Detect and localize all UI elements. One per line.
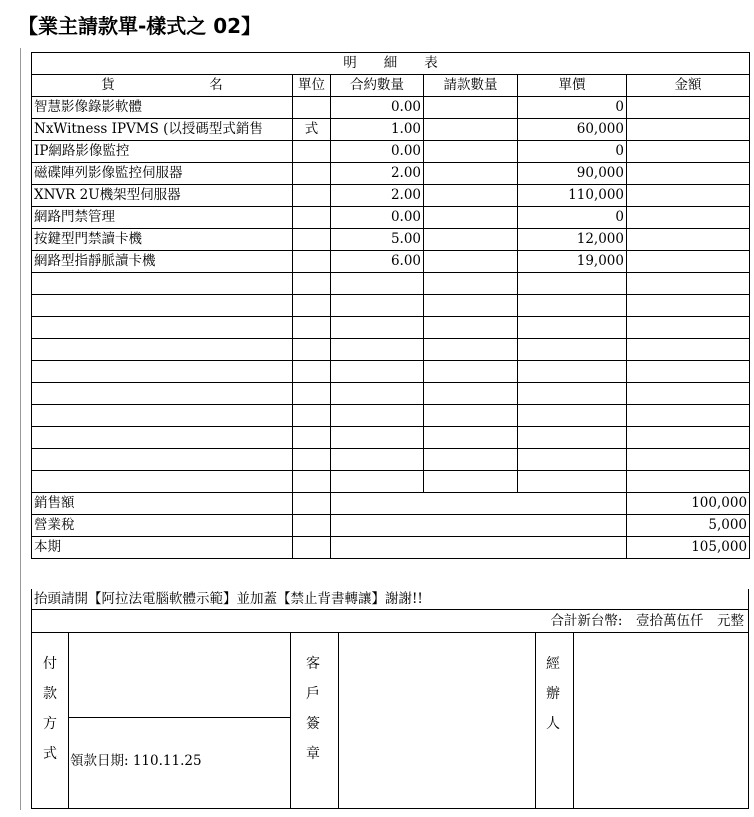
cell-amount	[627, 295, 750, 317]
cell-request-qty	[424, 119, 518, 141]
summary-blank	[331, 493, 627, 515]
cell-amount	[627, 273, 750, 295]
cell-contract-qty: 5.00	[331, 229, 424, 251]
cell-item	[32, 317, 293, 339]
cell-unit-price: 110,000	[518, 185, 627, 207]
cell-item: XNVR 2U機架型伺服器	[32, 185, 293, 207]
cell-unit-price: 12,000	[518, 229, 627, 251]
cell-unit-price: 90,000	[518, 163, 627, 185]
cell-item: 智慧影像錄影軟體	[32, 97, 293, 119]
margin-rule	[20, 48, 21, 810]
cell-unit	[293, 471, 331, 493]
cell-unit	[293, 427, 331, 449]
table-row	[32, 185, 750, 207]
cell-request-qty	[424, 251, 518, 273]
cell-amount	[627, 141, 750, 163]
cell-request-qty	[424, 427, 518, 449]
summary-blank	[293, 515, 331, 537]
cell-unit	[293, 317, 331, 339]
cell-request-qty	[424, 471, 518, 493]
cell-item: 磁碟陣列影像監控伺服器	[32, 163, 293, 185]
summary-value: 100,000	[627, 493, 750, 515]
table-row	[32, 97, 750, 119]
cell-contract-qty	[331, 471, 424, 493]
cell-request-qty	[424, 383, 518, 405]
cell-amount	[627, 383, 750, 405]
cell-amount	[627, 339, 750, 361]
cell-unit	[293, 383, 331, 405]
cell-unit-price	[518, 361, 627, 383]
cell-contract-qty: 0.00	[331, 141, 424, 163]
summary-blank	[331, 515, 627, 537]
cell-request-qty	[424, 317, 518, 339]
col-amount: 金額	[627, 75, 750, 97]
payment-notice: 抬頭請開【阿拉法電腦軟體示範】並加蓋【禁止背書轉讓】謝謝!!	[31, 589, 749, 610]
cell-unit	[293, 361, 331, 383]
cell-amount	[627, 119, 750, 141]
summary-value: 105,000	[627, 537, 750, 559]
cell-contract-qty	[331, 449, 424, 471]
cell-request-qty	[424, 163, 518, 185]
summary-label: 營業稅	[32, 515, 293, 537]
cell-request-qty	[424, 207, 518, 229]
cell-unit	[293, 295, 331, 317]
cell-request-qty	[424, 97, 518, 119]
cell-unit-price: 0	[518, 141, 627, 163]
table-row-empty	[32, 361, 750, 383]
cell-amount	[627, 405, 750, 427]
cell-amount	[627, 229, 750, 251]
cell-amount	[627, 163, 750, 185]
cell-unit-price: 60,000	[518, 119, 627, 141]
cell-request-qty	[424, 229, 518, 251]
cell-unit	[293, 273, 331, 295]
summary-row	[32, 493, 750, 515]
cell-request-qty	[424, 295, 518, 317]
cell-contract-qty	[331, 339, 424, 361]
table-row	[32, 207, 750, 229]
cell-unit	[293, 229, 331, 251]
cell-item	[32, 471, 293, 493]
customer-seal-label: 客 戶 簽 章	[306, 656, 320, 762]
summary-row	[32, 515, 750, 537]
table-row-empty	[32, 317, 750, 339]
total-in-words: 合計新台幣: 壹拾萬伍仟 元整	[31, 610, 749, 632]
cell-unit-price	[518, 427, 627, 449]
cell-item	[32, 361, 293, 383]
cell-unit-price	[518, 317, 627, 339]
cell-unit: 式	[293, 119, 331, 141]
col-unit: 單位	[293, 75, 331, 97]
cell-unit	[293, 163, 331, 185]
table-row-empty	[32, 295, 750, 317]
summary-row	[32, 537, 750, 559]
cell-amount	[627, 185, 750, 207]
col-item: 貨 名	[32, 75, 293, 97]
document-title: 【業主請款單-樣式之 02】	[18, 14, 262, 38]
cell-unit-price	[518, 471, 627, 493]
cell-contract-qty	[331, 361, 424, 383]
cell-request-qty	[424, 339, 518, 361]
cell-amount	[627, 361, 750, 383]
cell-item	[32, 339, 293, 361]
cell-contract-qty	[331, 405, 424, 427]
cell-unit	[293, 405, 331, 427]
cell-unit	[293, 207, 331, 229]
cell-item: 網路型指靜脈讀卡機	[32, 251, 293, 273]
cell-contract-qty: 0.00	[331, 207, 424, 229]
cell-request-qty	[424, 141, 518, 163]
cell-contract-qty	[331, 383, 424, 405]
summary-blank	[331, 537, 627, 559]
cell-unit	[293, 251, 331, 273]
cell-unit	[293, 141, 331, 163]
column-header-row	[32, 75, 750, 97]
col-request-qty: 請款數量	[424, 75, 518, 97]
cell-unit-price	[518, 295, 627, 317]
cell-request-qty	[424, 273, 518, 295]
handler-label: 經 辦 人	[546, 656, 560, 732]
cell-item	[32, 427, 293, 449]
cell-contract-qty	[331, 427, 424, 449]
cell-amount	[627, 317, 750, 339]
cell-item: 網路門禁管理	[32, 207, 293, 229]
cell-contract-qty: 6.00	[331, 251, 424, 273]
detail-table	[31, 52, 750, 559]
summary-blank	[293, 537, 331, 559]
table-row-empty	[32, 383, 750, 405]
table-row	[32, 251, 750, 273]
table-row	[32, 119, 750, 141]
payment-method-label: 付 款 方 式	[43, 656, 57, 762]
table-row-empty	[32, 273, 750, 295]
cell-contract-qty	[331, 295, 424, 317]
summary-blank	[293, 493, 331, 515]
cell-unit	[293, 185, 331, 207]
table-row	[32, 163, 750, 185]
col-contract-qty: 合約數量	[331, 75, 424, 97]
cell-request-qty	[424, 405, 518, 427]
cell-unit-price: 19,000	[518, 251, 627, 273]
cell-unit-price	[518, 405, 627, 427]
cell-item: NxWitness IPVMS (以授碼型式銷售	[32, 119, 293, 141]
cell-contract-qty: 0.00	[331, 97, 424, 119]
cell-unit-price: 0	[518, 207, 627, 229]
cell-unit-price: 0	[518, 97, 627, 119]
cell-contract-qty: 2.00	[331, 185, 424, 207]
cell-contract-qty: 1.00	[331, 119, 424, 141]
cell-request-qty	[424, 449, 518, 471]
cell-item	[32, 295, 293, 317]
signature-area	[31, 632, 749, 809]
summary-label: 銷售額	[32, 493, 293, 515]
cell-amount	[627, 97, 750, 119]
table-row-empty	[32, 405, 750, 427]
receive-date: 領款日期: 110.11.25	[70, 753, 202, 769]
table-row-empty	[32, 471, 750, 493]
cell-item	[32, 273, 293, 295]
table-row-empty	[32, 449, 750, 471]
cell-unit	[293, 97, 331, 119]
table-row-empty	[32, 339, 750, 361]
cell-amount	[627, 471, 750, 493]
cell-amount	[627, 251, 750, 273]
cell-unit	[293, 339, 331, 361]
cell-amount	[627, 449, 750, 471]
table-row	[32, 229, 750, 251]
table-title: 明 細 表	[32, 53, 750, 75]
cell-unit-price	[518, 383, 627, 405]
cell-item	[32, 449, 293, 471]
summary-value: 5,000	[627, 515, 750, 537]
col-unit-price: 單價	[518, 75, 627, 97]
cell-request-qty	[424, 185, 518, 207]
cell-unit-price	[518, 273, 627, 295]
cell-item	[32, 383, 293, 405]
cell-amount	[627, 207, 750, 229]
table-row-empty	[32, 427, 750, 449]
cell-item: 按鍵型門禁讀卡機	[32, 229, 293, 251]
cell-item	[32, 405, 293, 427]
cell-amount	[627, 427, 750, 449]
summary-label: 本期	[32, 537, 293, 559]
cell-contract-qty	[331, 273, 424, 295]
table-row	[32, 141, 750, 163]
cell-request-qty	[424, 361, 518, 383]
cell-unit-price	[518, 339, 627, 361]
cell-unit-price	[518, 449, 627, 471]
cell-item: IP網路影像監控	[32, 141, 293, 163]
cell-contract-qty: 2.00	[331, 163, 424, 185]
cell-contract-qty	[331, 317, 424, 339]
cell-unit	[293, 449, 331, 471]
